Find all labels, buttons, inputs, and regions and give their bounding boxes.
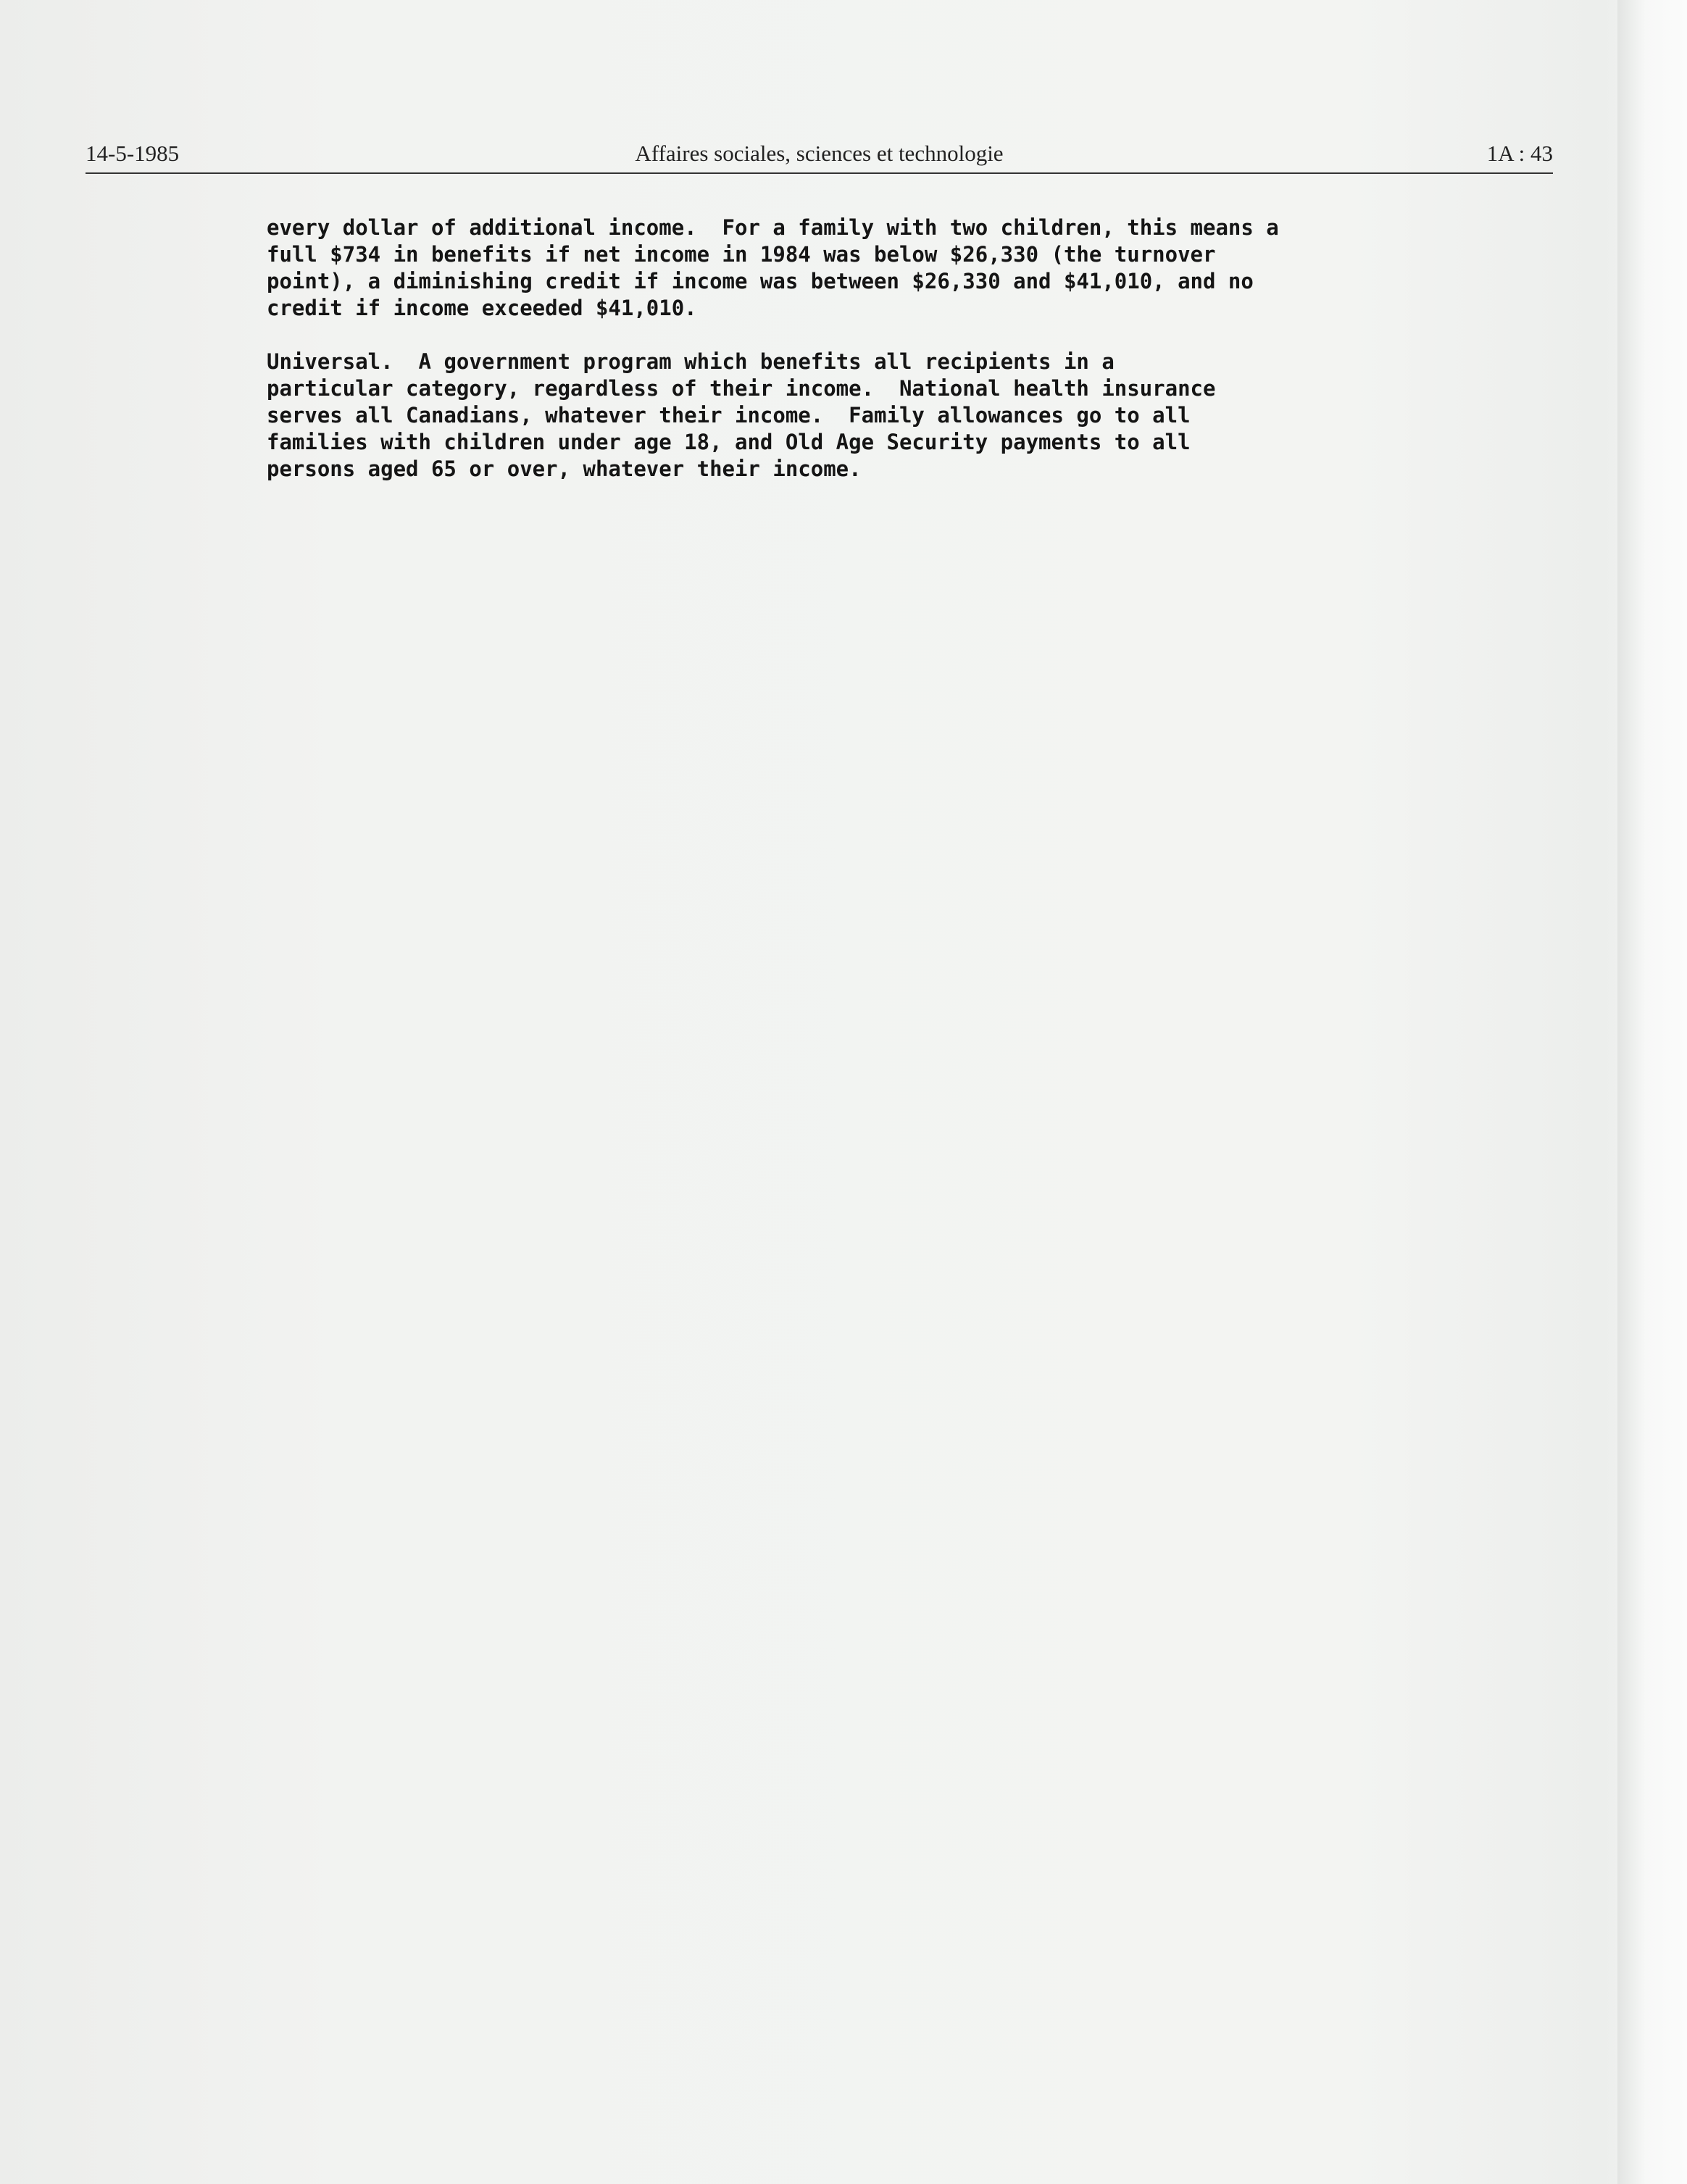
glossary-term-universal: Universal.	[267, 349, 393, 374]
paragraph-universal-definition	[267, 349, 1397, 483]
running-header	[86, 136, 1553, 172]
text-line	[267, 349, 1397, 375]
definition-text: A government program which benefits all recipients in a	[393, 349, 1115, 374]
text-line: families with children under age 18, and Old Age Security payments to all	[267, 430, 1191, 454]
header-page-number: 1A : 43	[1486, 141, 1553, 166]
text-line: point), a diminishing credit if income was between $26,330 and $41,010, and no	[267, 269, 1254, 293]
text-line: credit if income exceeded $41,010.	[267, 296, 697, 320]
page-edge-shadow	[1617, 0, 1687, 2184]
body-text	[267, 214, 1397, 483]
header-rule	[86, 172, 1553, 174]
text-line: full $734 in benefits if net income in 1984 was below $26,330 (the turnover	[267, 242, 1216, 267]
text-line: every dollar of additional income. For a family with two children, this means a	[267, 215, 1279, 240]
text-line: serves all Canadians, whatever their income. Family allowances go to all	[267, 403, 1191, 428]
header-date: 14-5-1985	[86, 141, 180, 166]
text-line: particular category, regardless of their income. National health insurance	[267, 376, 1216, 401]
header-title: Affaires sociales, sciences et technologie	[635, 141, 1004, 166]
text-line: persons aged 65 or over, whatever their income.	[267, 457, 862, 481]
paragraph-benefit-credit	[267, 214, 1397, 322]
